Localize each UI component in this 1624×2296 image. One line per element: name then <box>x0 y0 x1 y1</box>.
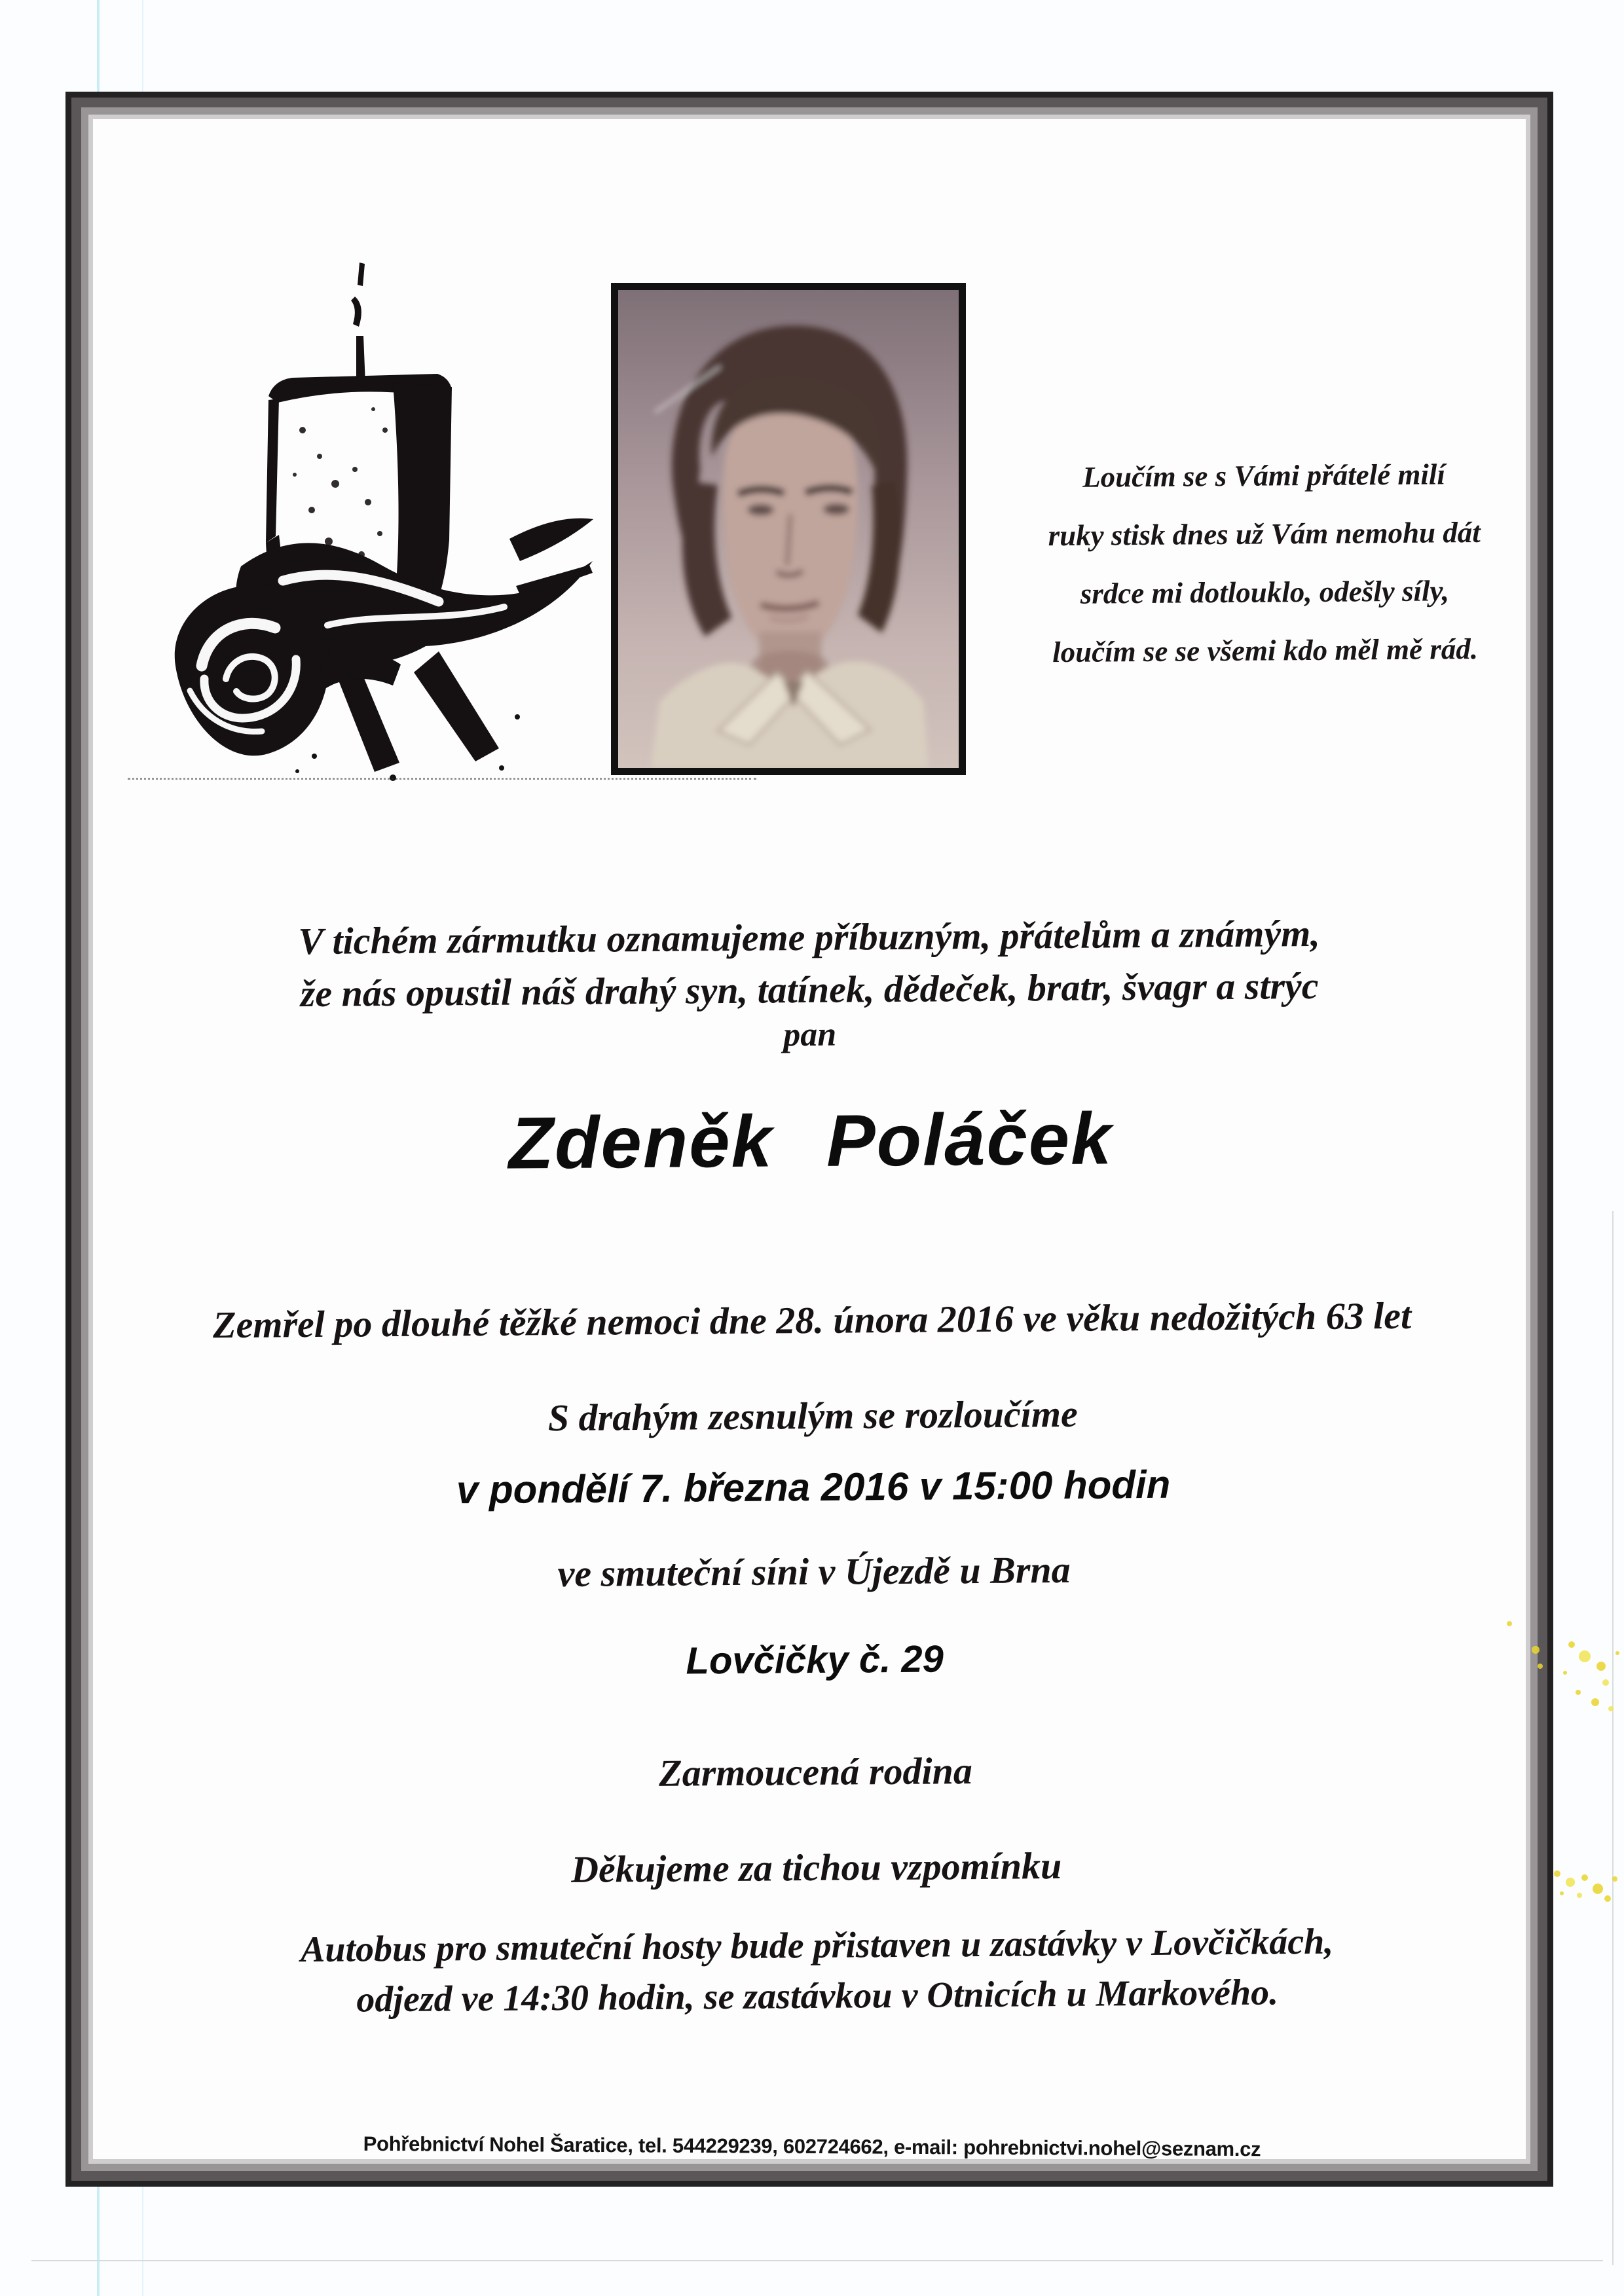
bus-info-line: odjezd ve 14:30 hodin, se zastávkou v Otnicích u Markového. <box>356 1972 1279 2020</box>
announcement-text <box>82 905 1536 1021</box>
deceased-name: Zdeněk Poláček <box>508 1097 1113 1184</box>
address: Lovčičky č. 29 <box>686 1637 944 1683</box>
poem-line: Loučím se s Vámi přátelé milí <box>1082 458 1446 494</box>
announcement-line: že nás opustil náš drahý syn, tatínek, dědeček, bratr, švagr a strýc <box>300 964 1319 1015</box>
salutation: pan <box>783 1015 837 1054</box>
thanks-line: Děkujeme za tichou vzpomínku <box>570 1844 1062 1891</box>
farewell-datetime: v pondělí 7. března 2016 v 15:00 hodin <box>456 1462 1171 1512</box>
funeral-home-contact: Pohřebnictví Nohel Šaratice, tel. 544229239, 602724662, e-mail: pohrebnictvi.nohel@seznam.cz <box>363 2132 1261 2161</box>
farewell-place: ve smuteční síni v Újezdě u Brna <box>557 1548 1071 1595</box>
farewell-poem <box>1022 445 1508 682</box>
farewell-intro: S drahým zesnulým se rozloučíme <box>547 1392 1078 1440</box>
poem-line: loučím se se všemi kdo měl mě rád. <box>1052 632 1479 669</box>
announcement-line: V tichém zármutku oznamujeme příbuzným, přátelům a známým, <box>298 911 1320 963</box>
bus-info-line: Autobus pro smuteční hosty bude přistaven u zastávky v Lovčičkách, <box>300 1921 1334 1971</box>
scan-fold-line <box>128 778 756 780</box>
family-signature: Zarmoucená rodina <box>659 1749 973 1795</box>
poem-line: ruky stisk dnes už Vám nemohu dát <box>1048 515 1481 553</box>
bus-transport-info <box>90 1915 1544 2027</box>
poem-line: srdce mi dotlouklo, odešly síly, <box>1080 574 1450 610</box>
death-info: Zemřel po dlouhé těžké nemoci dne 28. února 2016 ve věku nedožitých 63 let <box>212 1294 1412 1347</box>
